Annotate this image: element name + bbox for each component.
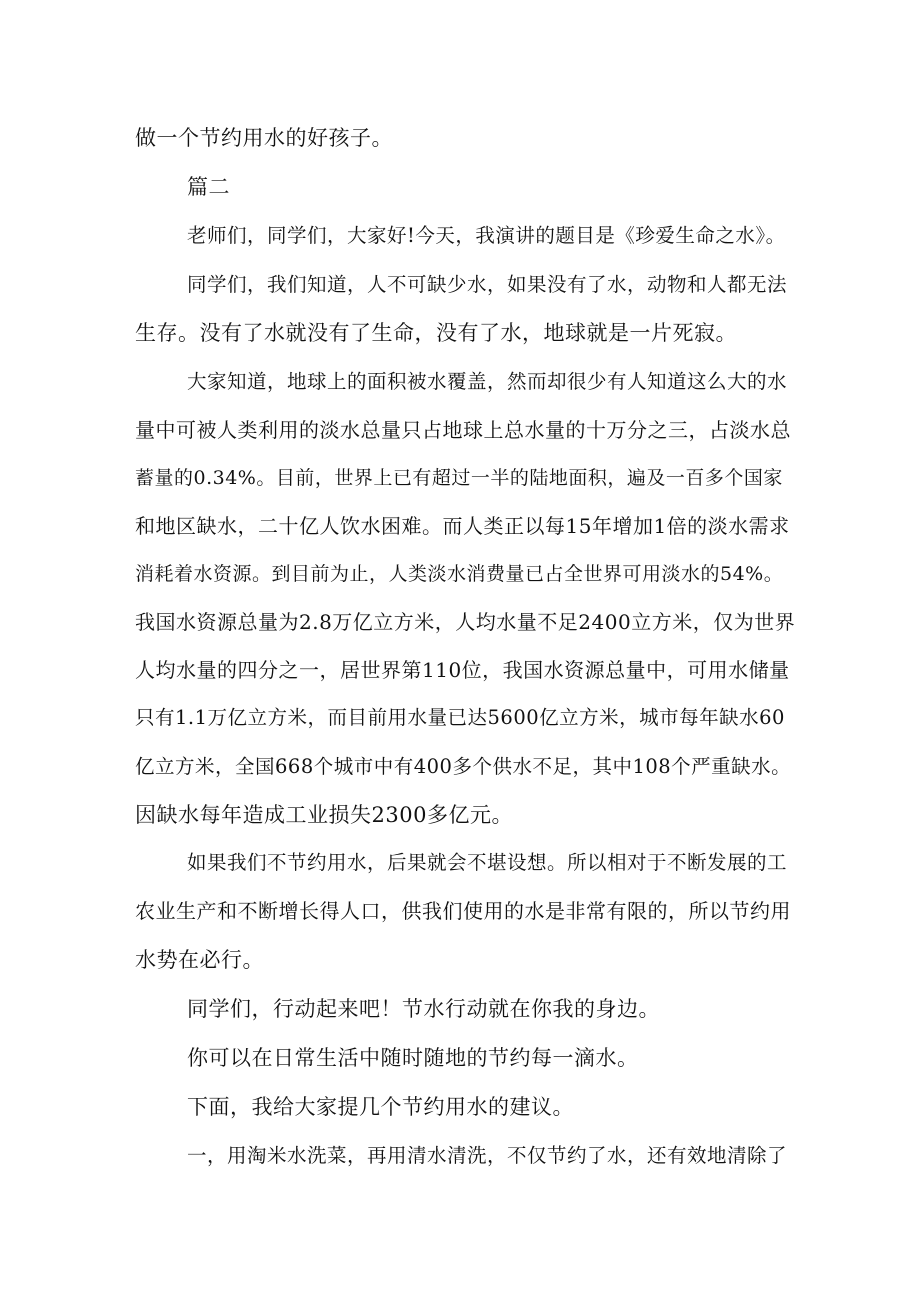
text-line: 蓄量的0.34%。目前，世界上已有超过一半的陆地面积，遍及一百多个国家: [135, 467, 783, 489]
text-line: 大家知道，地球上的面积被水覆盖，然而却很少有人知道这么大的水: [187, 370, 788, 393]
text-line: 消耗着水资源。到目前为止，人类淡水消费量已占全世界可用淡水的54%。: [135, 563, 784, 585]
text-line: 只有1.1万亿立方米，而目前用水量已达5600亿立方米，城市每年缺水60: [135, 706, 785, 729]
text-line: 和地区缺水，二十亿人饮水困难。而人类正以每15年增加1倍的淡水需求: [135, 514, 790, 538]
text-line: 因缺水每年造成工业损失2300多亿元。: [135, 803, 513, 827]
text-line: 你可以在日常生活中随时随地的节约每一滴水。: [187, 1046, 639, 1070]
text-line: 一，用淘米水洗菜，再用清水清洗，不仅节约了水，还有效地清除了: [187, 1144, 788, 1167]
text-line: 同学们，行动起来吧！节水行动就在你我的身边。: [187, 997, 660, 1021]
text-line: 同学们，我们知道，人不可缺少水，如果没有了水，动物和人都无法: [187, 273, 788, 296]
text-line: 做一个节约用水的好孩子。: [135, 126, 393, 150]
text-line: 老师们，同学们，大家好!今天，我演讲的题目是《珍爱生命之水》。: [187, 224, 786, 247]
text-line: 量中可被人类利用的淡水总量只占地球上总水量的十万分之三，占淡水总: [135, 418, 791, 442]
text-line: 亿立方米，全国668个城市中有400多个供水不足，其中108个严重缺水。: [135, 755, 792, 778]
section-heading: 篇二: [187, 175, 230, 199]
text-line: 下面，我给大家提几个节约用水的建议。: [187, 1095, 574, 1119]
text-line: 水势在必行。: [135, 948, 264, 972]
text-line: 生存。没有了水就没有了生命，没有了水，地球就是一片死寂。: [135, 321, 737, 345]
text-line: 我国水资源总量为2.8万亿立方米，人均水量不足2400立方米，仅为世界: [135, 610, 796, 634]
text-line: 如果我们不节约用水，后果就会不堪设想。所以相对于不断发展的工: [187, 851, 788, 874]
text-line: 人均水量的四分之一，居世界第110位，我国水资源总量中，可用水储量: [135, 658, 790, 682]
text-line: 农业生产和不断增长得人口，供我们使用的水是非常有限的，所以节约用: [135, 899, 791, 923]
